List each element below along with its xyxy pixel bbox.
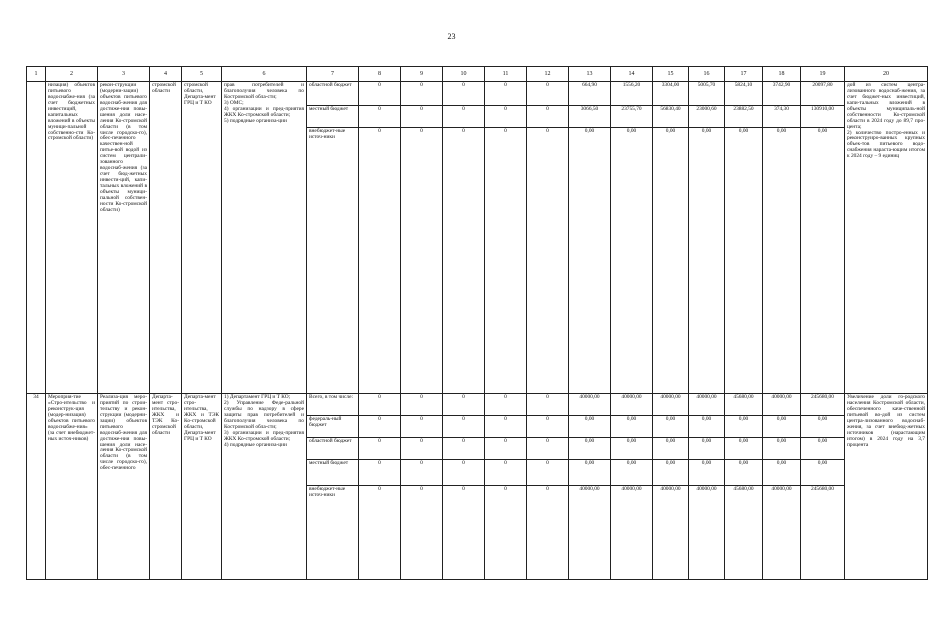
header-cell: 20 [845,67,928,82]
value-cell: 40000,00 [569,486,611,580]
value-cell: 0 [527,416,569,438]
value-cell: 3066,50 [569,106,611,128]
value-cell: 0 [443,394,485,416]
participants: 1) Департамент ГРЦ и Т КО; 2) Управление Феде-ральной службы по надзору в сфере защиты прав потребителей и благополучия человека по Костромской обла-сти; 3) организации и пред-приятия ЖКХ Ко-стромской области; 4) подрядные организа-ции [222,394,307,580]
header-cell: 10 [443,67,485,82]
value-cell: 0,00 [801,128,845,394]
value-cell: 40000,00 [763,486,801,580]
value-cell: 0 [485,486,527,580]
header-cell: 11 [485,67,527,82]
value-cell: 23755,70 [611,106,653,128]
funding-source: местный бюджет [307,460,359,486]
header-cell: 13 [569,67,611,82]
responsible: стромской области, Департа-мент ГРЦ и Т КО [182,82,222,394]
header-cell: 4 [150,67,182,82]
value-cell: 0 [443,460,485,486]
event-name: Мероприя-тие «Стро-ительство и реконструк-ция (модер-низация) объектов питьевого водоснабже-ния» (за счет внебюджет-ных источ-ников) [46,394,98,580]
program-table [26,66,928,580]
value-cell: 0,00 [653,460,689,486]
header-cell: 6 [222,67,307,82]
value-cell: 0,00 [763,460,801,486]
value-cell: 0 [443,106,485,128]
value-cell: 0,00 [569,460,611,486]
value-cell: 0,00 [801,438,845,460]
value-cell: 0 [527,128,569,394]
event-description: рекон-струкции (модерни-зации) объектов питьевого водоснаб-жения для достиже-ния повы-шения доли насе-ления Ко-стромской области (в том числе городско-го), обес-печенного качествен-ной питье-вой водой из систем централи-зованного водоснаб-жения (за счет бюд-жетных инвести-ций, капи-тальных вложений в объекты муници-пальной собствен-ности Ко-стромской области) [98,82,150,394]
funding-source: областной бюджет [307,438,359,460]
funding-source: внебюджет-ные источ-ники [307,128,359,394]
value-cell: 0 [485,394,527,416]
value-cell: 0 [443,128,485,394]
value-cell: 23882,50 [725,106,763,128]
value-cell: 0,00 [653,416,689,438]
value-cell: 5005,70 [689,82,725,106]
header-cell: 5 [182,67,222,82]
funding-source: областной бюджет [307,82,359,106]
value-cell: 1556,20 [611,82,653,106]
value-cell: 245680,00 [801,394,845,416]
value-cell: 0,00 [801,416,845,438]
value-cell: 374,30 [763,106,801,128]
header-cell: 1 [27,67,46,82]
page-number: 23 [447,32,456,41]
header-cell: 17 [725,67,763,82]
value-cell: 0,00 [725,438,763,460]
value-cell: 3742,90 [763,82,801,106]
value-cell: 0 [485,106,527,128]
funding-source: Всего, в том числе: [307,394,359,416]
value-cell: 0,00 [653,128,689,394]
value-cell: 0,00 [725,460,763,486]
value-cell: 0,00 [801,460,845,486]
value-cell: 0 [359,438,401,460]
funding-source: местный бюджет [307,106,359,128]
value-cell: 0 [401,106,443,128]
value-cell: 0,00 [611,416,653,438]
value-cell: 0 [527,106,569,128]
header-cell: 16 [689,67,725,82]
header-cell: 7 [307,67,359,82]
value-cell: 0,00 [569,128,611,394]
value-cell: 0 [359,416,401,438]
value-cell: 40000,00 [689,486,725,580]
value-cell: 0,00 [763,128,801,394]
value-cell: 0 [485,82,527,106]
value-cell: 40000,00 [689,394,725,416]
value-cell: 0 [401,394,443,416]
value-cell: 0 [401,82,443,106]
expected-result: дой из систем центра-лизованного водоснаб-жения, за счет бюджет-ных инвестиций, капи-тальных вложений в объекты муниципаль-ной собственности Ко-стромской области в 2024 году до 89,7 про-цента; 2) количество постро-енных и реконструиро-ванных крупных объек-тов питьевого водо-снабжения нараста-ющим итогом к 2024 году – 9 единиц [845,82,928,394]
value-cell: 0 [485,460,527,486]
row-number [27,82,46,394]
value-cell: 0,00 [569,416,611,438]
value-cell: 0,00 [689,438,725,460]
value-cell: 0,00 [725,128,763,394]
header-cell: 12 [527,67,569,82]
value-cell: 0 [527,486,569,580]
row-number: 34 [27,394,46,580]
value-cell: 0,00 [611,460,653,486]
value-cell: 0,00 [611,128,653,394]
value-cell: 0 [359,106,401,128]
value-cell: 0 [485,416,527,438]
header-cell: 9 [401,67,443,82]
value-cell: 45680,00 [725,486,763,580]
header-cell: 14 [611,67,653,82]
header-row [27,67,928,82]
value-cell: 0 [359,486,401,580]
value-cell: 0,00 [569,438,611,460]
value-cell: 0 [359,82,401,106]
value-cell: 0 [359,394,401,416]
value-cell: 0 [485,438,527,460]
value-cell: 40000,00 [611,486,653,580]
value-cell: 40000,00 [653,394,689,416]
header-cell: 15 [653,67,689,82]
value-cell: 0 [359,460,401,486]
value-cell: 0 [485,128,527,394]
value-cell: 0,00 [689,416,725,438]
value-cell: 664,90 [569,82,611,106]
value-cell: 0 [527,460,569,486]
value-cell: 40000,00 [653,486,689,580]
responsible: Департа-мент стро-ительства, ЖКХ и ТЭК Ко-стромской области, Департа-мент ГРЦ и Т КО [182,394,222,580]
value-cell: 0,00 [689,128,725,394]
header-cell: 8 [359,67,401,82]
value-cell: 0,00 [689,460,725,486]
header-cell: 19 [801,67,845,82]
value-cell: 0 [443,438,485,460]
value-cell: 0,00 [653,438,689,460]
value-cell: 0 [401,438,443,460]
header-cell: 18 [763,67,801,82]
value-cell: 56830,40 [653,106,689,128]
executor: стромской области [150,82,182,394]
value-cell: 0 [359,128,401,394]
value-cell: 40000,00 [763,394,801,416]
event-description: Реализа-ция меро-приятий по строи-тельству и рекон-струкции (модерни-зации) объектов питьевого водоснаб-жения для достиже-ния повы-шения доли насе-ления Ко-стромской области (в том числе городско-го), обес-печенного [98,394,150,580]
value-cell: 0,00 [725,416,763,438]
value-cell: 40000,00 [611,394,653,416]
value-cell: 0 [527,82,569,106]
value-cell: 0 [401,486,443,580]
value-cell: 0,00 [611,438,653,460]
value-cell: 3304,00 [653,82,689,106]
funding-source: внебюджет-ные источ-ники [307,486,359,580]
value-cell: 0 [443,82,485,106]
header-cell: 3 [98,67,150,82]
value-cell: 0 [527,438,569,460]
value-cell: 23000,60 [689,106,725,128]
value-cell: 0 [401,128,443,394]
event-name: низация) объектов питьевого водоснабже-ния (за счет бюджетных инвестиций, капитальных вложений в объекты муници-пальной собственно-сти Ко-стромской области) [46,82,98,394]
value-cell: 0 [443,486,485,580]
value-cell: 0 [401,416,443,438]
value-cell: 245680,00 [801,486,845,580]
value-cell: 0,00 [763,438,801,460]
value-cell: 5824,10 [725,82,763,106]
header-cell: 2 [46,67,98,82]
value-cell: 0 [527,394,569,416]
value-cell: 0,00 [763,416,801,438]
value-cell: 45680,00 [725,394,763,416]
value-cell: 0 [443,416,485,438]
value-cell: 130910,00 [801,106,845,128]
participants: прав потребителей и благополучия человека по Костромской обла-сти; 3) ОМС; 4) организации и пред-приятия ЖКХ Ко-стромской области; 5) подрядные организа-ции [222,82,307,394]
value-cell: 20097,80 [801,82,845,106]
expected-result: Увеличение доли го-родского населения Костромской области, обеспеченного каче-ственной питьевой во-дой из систем центра-лизованного водоснаб-жения, за счет внебюд-жетных источников (нарастающим итогом) в 2024 году на 3,7 процента [845,394,928,580]
funding-source: федераль-ный бюджет [307,416,359,438]
table-row [27,82,928,106]
value-cell: 40000,00 [569,394,611,416]
table-row [27,394,928,416]
executor: Департа-мент стро-ительства, ЖКХ и ТЭК Ко-стромской области [150,394,182,580]
value-cell: 0 [401,460,443,486]
